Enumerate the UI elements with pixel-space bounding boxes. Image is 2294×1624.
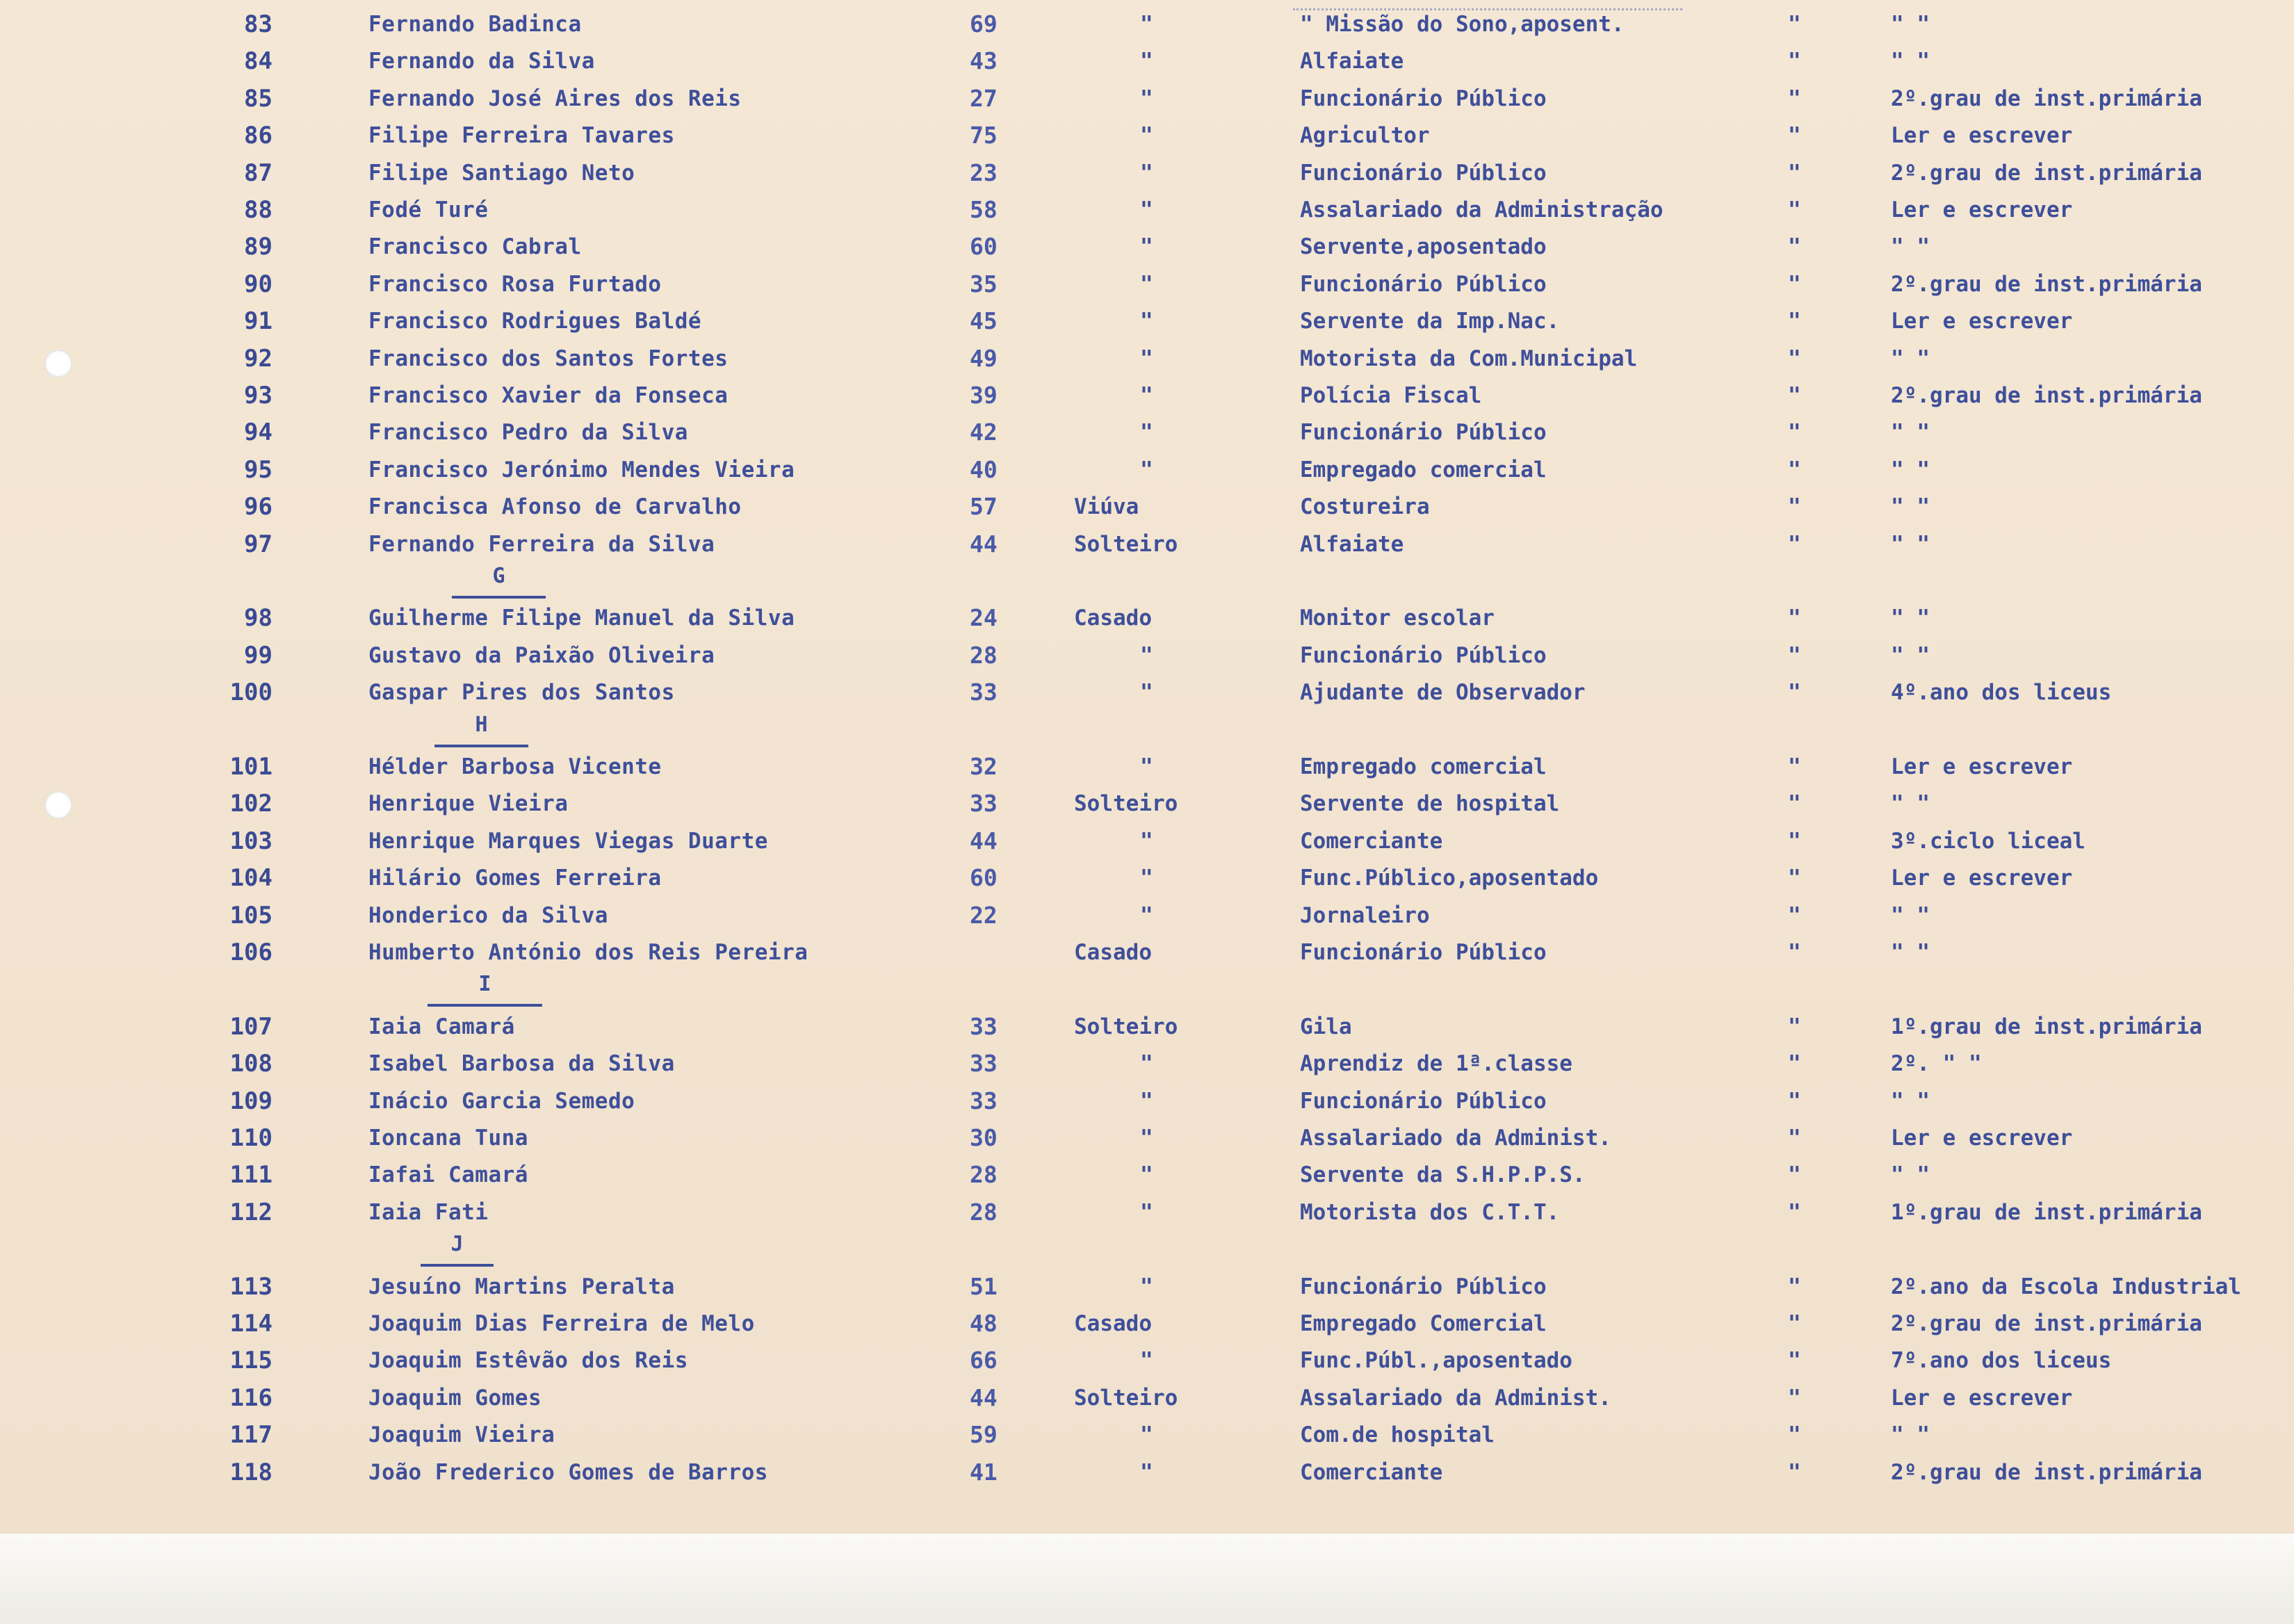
naturality-mark: " — [1788, 532, 1801, 557]
naturality-mark: " — [1788, 903, 1801, 928]
age: 35 — [970, 270, 998, 298]
naturality-mark: " — [1788, 12, 1801, 37]
civil-status: " — [1140, 12, 1153, 37]
profession: Funcionário Público — [1300, 420, 1547, 445]
profession: Func.Públ.,aposentado — [1300, 1348, 1572, 1373]
naturality-mark: " — [1788, 1200, 1801, 1225]
civil-status: " — [1140, 680, 1153, 705]
register-row — [0, 193, 2294, 227]
age: 33 — [970, 790, 998, 817]
entry-number: 107 — [229, 1013, 272, 1041]
age: 57 — [970, 493, 998, 520]
register-row — [0, 1121, 2294, 1155]
education-level: 1º.grau de inst.primária — [1891, 1014, 2202, 1039]
age: 40 — [970, 456, 998, 483]
scan-margin — [0, 1534, 2294, 1624]
naturality-mark: " — [1788, 1162, 1801, 1187]
naturality-mark: " — [1788, 940, 1801, 965]
entry-number: 97 — [244, 530, 272, 558]
education-level: 2º. " " — [1891, 1051, 1982, 1076]
profession: Assalariado da Administração — [1300, 197, 1663, 222]
person-name: Fernando Badinca — [368, 12, 582, 37]
civil-status: " — [1140, 86, 1153, 111]
section-letter: I — [428, 971, 542, 1007]
naturality-mark: " — [1788, 272, 1801, 297]
register-row — [0, 81, 2294, 116]
naturality-mark: " — [1788, 309, 1801, 334]
profession: Servente de hospital — [1300, 791, 1560, 816]
age: 60 — [970, 864, 998, 891]
profession: Monitor escolar — [1300, 606, 1495, 631]
education-level: " " — [1891, 12, 1930, 37]
age: 48 — [970, 1310, 998, 1337]
person-name: Gaspar Pires dos Santos — [368, 680, 675, 705]
education-level: 2º.grau de inst.primária — [1891, 161, 2202, 186]
person-name: Inácio Garcia Semedo — [368, 1089, 635, 1114]
civil-status: " — [1140, 829, 1153, 854]
education-level: 7º.ano dos liceus — [1891, 1348, 2112, 1373]
person-name: Iaia Fati — [368, 1200, 489, 1225]
profession: Aprendiz de 1ª.classe — [1300, 1051, 1572, 1076]
person-name: Francisca Afonso de Carvalho — [368, 494, 742, 519]
naturality-mark: " — [1788, 123, 1801, 148]
register-row — [0, 7, 2294, 42]
civil-status: Viúva — [1074, 494, 1139, 519]
register-row — [0, 675, 2294, 710]
register-row — [0, 1418, 2294, 1452]
naturality-mark: " — [1788, 1311, 1801, 1336]
education-level: Ler e escrever — [1891, 309, 2073, 334]
age: 49 — [970, 345, 998, 372]
register-row — [0, 489, 2294, 524]
age: 75 — [970, 122, 998, 149]
education-level: 2º.grau de inst.primária — [1891, 383, 2202, 408]
civil-status: " — [1140, 123, 1153, 148]
register-row — [0, 786, 2294, 821]
naturality-mark: " — [1788, 791, 1801, 816]
register-row — [0, 1046, 2294, 1081]
entry-number: 114 — [229, 1310, 272, 1338]
person-name: Henrique Vieira — [368, 791, 569, 816]
register-row — [0, 453, 2294, 487]
profession: Servente da S.H.P.P.S. — [1300, 1162, 1586, 1187]
person-name: Francisco Rosa Furtado — [368, 272, 662, 297]
profession: Costureira — [1300, 494, 1430, 519]
profession: Funcionário Público — [1300, 1274, 1547, 1299]
naturality-mark: " — [1788, 234, 1801, 259]
register-row — [0, 898, 2294, 933]
naturality-mark: " — [1788, 383, 1801, 408]
person-name: Joaquim Gomes — [368, 1386, 542, 1411]
naturality-mark: " — [1788, 86, 1801, 111]
age: 39 — [970, 382, 998, 409]
education-level: " " — [1891, 494, 1930, 519]
civil-status: " — [1140, 866, 1153, 891]
education-level: " " — [1891, 457, 1930, 482]
entry-number: 86 — [244, 122, 272, 149]
civil-status: Casado — [1074, 940, 1152, 965]
person-name: Francisco Xavier da Fonseca — [368, 383, 729, 408]
naturality-mark: " — [1788, 1274, 1801, 1299]
entry-number: 88 — [244, 196, 272, 224]
register-row — [0, 1269, 2294, 1304]
person-name: Francisco Cabral — [368, 234, 582, 259]
education-level: " " — [1891, 643, 1930, 668]
age: 33 — [970, 1013, 998, 1040]
age: 28 — [970, 1199, 998, 1226]
register-row — [0, 638, 2294, 673]
register-row — [0, 267, 2294, 302]
age: 30 — [970, 1124, 998, 1151]
education-level: Ler e escrever — [1891, 197, 2073, 222]
entry-number: 110 — [229, 1124, 272, 1152]
entry-number: 84 — [244, 47, 272, 75]
profession: Funcionário Público — [1300, 940, 1547, 965]
naturality-mark: " — [1788, 606, 1801, 631]
person-name: Francisco dos Santos Fortes — [368, 346, 729, 371]
register-row — [0, 935, 2294, 970]
civil-status: " — [1140, 420, 1153, 445]
age: 32 — [970, 753, 998, 780]
profession: Jornaleiro — [1300, 903, 1430, 928]
section-letter: J — [421, 1231, 494, 1267]
entry-number: 112 — [229, 1199, 272, 1226]
section-letter: H — [434, 711, 528, 747]
person-name: Francisco Rodrigues Baldé — [368, 309, 702, 334]
age: 60 — [970, 233, 998, 260]
naturality-mark: " — [1788, 866, 1801, 891]
civil-status: " — [1140, 309, 1153, 334]
civil-status: " — [1140, 1126, 1153, 1151]
profession: Funcionário Público — [1300, 272, 1547, 297]
education-level: " " — [1891, 903, 1930, 928]
person-name: Fernando Ferreira da Silva — [368, 532, 715, 557]
civil-status: " — [1140, 643, 1153, 668]
education-level: " " — [1891, 420, 1930, 445]
entry-number: 94 — [244, 419, 272, 446]
age: 33 — [970, 1087, 998, 1114]
education-level: " " — [1891, 234, 1930, 259]
civil-status: Casado — [1074, 1311, 1152, 1336]
entry-number: 104 — [229, 864, 272, 892]
profession: Comerciante — [1300, 1460, 1443, 1485]
entry-number: 111 — [229, 1161, 272, 1189]
age: 45 — [970, 307, 998, 334]
entry-number: 89 — [244, 233, 272, 261]
profession: Empregado comercial — [1300, 457, 1547, 482]
register-row — [0, 1343, 2294, 1378]
civil-status: Casado — [1074, 606, 1152, 631]
person-name: Honderico da Silva — [368, 903, 608, 928]
person-name: Hilário Gomes Ferreira — [368, 866, 662, 891]
civil-status: " — [1140, 1051, 1153, 1076]
education-level: " " — [1891, 1089, 1930, 1114]
person-name: Filipe Ferreira Tavares — [368, 123, 675, 148]
person-name: Francisco Pedro da Silva — [368, 420, 688, 445]
profession: Agricultor — [1300, 123, 1430, 148]
entry-number: 118 — [229, 1459, 272, 1486]
education-level: 2º.grau de inst.primária — [1891, 1460, 2202, 1485]
register-row — [0, 824, 2294, 859]
age: 42 — [970, 419, 998, 446]
naturality-mark: " — [1788, 1126, 1801, 1151]
entry-number: 109 — [229, 1087, 272, 1115]
education-level: Ler e escrever — [1891, 1126, 2073, 1151]
naturality-mark: " — [1788, 1348, 1801, 1373]
person-name: Fernando José Aires dos Reis — [368, 86, 742, 111]
entry-number: 102 — [229, 790, 272, 818]
civil-status: " — [1140, 754, 1153, 779]
naturality-mark: " — [1788, 457, 1801, 482]
civil-status: " — [1140, 1200, 1153, 1225]
entry-number: 108 — [229, 1050, 272, 1078]
entry-number: 99 — [244, 642, 272, 669]
register-row — [0, 118, 2294, 153]
civil-status: Solteiro — [1074, 791, 1178, 816]
civil-status: Solteiro — [1074, 1014, 1178, 1039]
register-row — [0, 1381, 2294, 1415]
person-name: Francisco Jerónimo Mendes Vieira — [368, 457, 795, 482]
civil-status: " — [1140, 197, 1153, 222]
register-row — [0, 378, 2294, 413]
naturality-mark: " — [1788, 680, 1801, 705]
person-name: Jesuíno Martins Peralta — [368, 1274, 675, 1299]
naturality-mark: " — [1788, 1051, 1801, 1076]
age: 24 — [970, 604, 998, 631]
register-row — [0, 1195, 2294, 1230]
naturality-mark: " — [1788, 49, 1801, 74]
profession: Func.Público,aposentado — [1300, 866, 1599, 891]
profession: Assalariado da Administ. — [1300, 1386, 1611, 1411]
entry-number: 113 — [229, 1273, 272, 1301]
profession: Alfaiate — [1300, 49, 1404, 74]
person-name: Isabel Barbosa da Silva — [368, 1051, 675, 1076]
profession: Motorista da Com.Municipal — [1300, 346, 1638, 371]
civil-status: " — [1140, 1422, 1153, 1447]
entry-number: 116 — [229, 1384, 272, 1412]
education-level: " " — [1891, 791, 1930, 816]
naturality-mark: " — [1788, 829, 1801, 854]
education-level: " " — [1891, 1422, 1930, 1447]
person-name: Fernando da Silva — [368, 49, 595, 74]
education-level: 1º.grau de inst.primária — [1891, 1200, 2202, 1225]
register-row — [0, 229, 2294, 264]
person-name: Fodé Turé — [368, 197, 489, 222]
naturality-mark: " — [1788, 1386, 1801, 1411]
education-level: " " — [1891, 532, 1930, 557]
naturality-mark: " — [1788, 1460, 1801, 1485]
register-row — [0, 341, 2294, 376]
civil-status: " — [1140, 49, 1153, 74]
civil-status: " — [1140, 161, 1153, 186]
education-level: 2º.ano da Escola Industrial — [1891, 1274, 2241, 1299]
civil-status: " — [1140, 346, 1153, 371]
civil-status: " — [1140, 1274, 1153, 1299]
entry-number: 103 — [229, 827, 272, 855]
civil-status: " — [1140, 383, 1153, 408]
register-row — [0, 44, 2294, 79]
age: 44 — [970, 530, 998, 558]
person-name: Iafai Camará — [368, 1162, 528, 1187]
register-row — [0, 156, 2294, 190]
profession: Empregado comercial — [1300, 754, 1547, 779]
civil-status: " — [1140, 272, 1153, 297]
profession: Assalariado da Administ. — [1300, 1126, 1611, 1151]
education-level: " " — [1891, 1162, 1930, 1187]
profession: Empregado Comercial — [1300, 1311, 1547, 1336]
education-level: 4º.ano dos liceus — [1891, 680, 2112, 705]
education-level: " " — [1891, 49, 1930, 74]
age: 43 — [970, 47, 998, 74]
naturality-mark: " — [1788, 197, 1801, 222]
education-level: Ler e escrever — [1891, 866, 2073, 891]
profession: Alfaiate — [1300, 532, 1404, 557]
entry-number: 98 — [244, 604, 272, 632]
profession: Motorista dos C.T.T. — [1300, 1200, 1560, 1225]
profession: Servente da Imp.Nac. — [1300, 309, 1560, 334]
education-level: 2º.grau de inst.primária — [1891, 1311, 2202, 1336]
entry-number: 85 — [244, 85, 272, 113]
register-row — [0, 527, 2294, 562]
register-row — [0, 1009, 2294, 1044]
civil-status: Solteiro — [1074, 532, 1178, 557]
age: 44 — [970, 827, 998, 854]
entry-number: 95 — [244, 456, 272, 484]
person-name: Ioncana Tuna — [368, 1126, 528, 1151]
civil-status: " — [1140, 903, 1153, 928]
entry-number: 115 — [229, 1347, 272, 1374]
age: 51 — [970, 1273, 998, 1300]
naturality-mark: " — [1788, 643, 1801, 668]
register-row — [0, 601, 2294, 635]
profession: Comerciante — [1300, 829, 1443, 854]
person-name: Guilherme Filipe Manuel da Silva — [368, 606, 795, 631]
age: 28 — [970, 1161, 998, 1188]
person-name: Joaquim Estêvão dos Reis — [368, 1348, 688, 1373]
person-name: Iaia Camará — [368, 1014, 515, 1039]
register-row — [0, 861, 2294, 895]
education-level: Ler e escrever — [1891, 754, 2073, 779]
register-row — [0, 304, 2294, 339]
naturality-mark: " — [1788, 754, 1801, 779]
profession: Gila — [1300, 1014, 1352, 1039]
age: 41 — [970, 1459, 998, 1486]
age: 23 — [970, 159, 998, 186]
entry-number: 96 — [244, 493, 272, 521]
civil-status: " — [1140, 1460, 1153, 1485]
age: 44 — [970, 1384, 998, 1411]
naturality-mark: " — [1788, 346, 1801, 371]
person-name: Gustavo da Paixão Oliveira — [368, 643, 715, 668]
entry-number: 90 — [244, 270, 272, 298]
profession: " Missão do Sono,aposent. — [1300, 12, 1625, 37]
age: 69 — [970, 10, 998, 38]
register-row — [0, 749, 2294, 784]
person-name: Joaquim Vieira — [368, 1422, 555, 1447]
register-row — [0, 1158, 2294, 1192]
education-level: " " — [1891, 606, 1930, 631]
civil-status: " — [1140, 1348, 1153, 1373]
profession: Polícia Fiscal — [1300, 383, 1482, 408]
age: 59 — [970, 1421, 998, 1448]
register-row — [0, 1306, 2294, 1341]
person-name: João Frederico Gomes de Barros — [368, 1460, 768, 1485]
profession: Funcionário Público — [1300, 1089, 1547, 1114]
civil-status: " — [1140, 457, 1153, 482]
profession: Funcionário Público — [1300, 161, 1547, 186]
person-name: Humberto António dos Reis Pereira — [368, 940, 808, 965]
naturality-mark: " — [1788, 420, 1801, 445]
naturality-mark: " — [1788, 1089, 1801, 1114]
profession: Com.de hospital — [1300, 1422, 1495, 1447]
entry-number: 92 — [244, 345, 272, 373]
education-level: Ler e escrever — [1891, 123, 2073, 148]
entry-number: 101 — [229, 753, 272, 781]
person-name: Filipe Santiago Neto — [368, 161, 635, 186]
entry-number: 93 — [244, 382, 272, 409]
civil-status: " — [1140, 1089, 1153, 1114]
age: 33 — [970, 679, 998, 706]
entry-number: 100 — [229, 679, 272, 706]
age: 66 — [970, 1347, 998, 1374]
register-row — [0, 1455, 2294, 1490]
education-level: 3º.ciclo liceal — [1891, 829, 2085, 854]
age: 22 — [970, 902, 998, 929]
profession: Servente,aposentado — [1300, 234, 1547, 259]
entry-number: 91 — [244, 307, 272, 335]
naturality-mark: " — [1788, 494, 1801, 519]
section-letter: G — [452, 562, 546, 599]
education-level: 2º.grau de inst.primária — [1891, 272, 2202, 297]
entry-number: 87 — [244, 159, 272, 187]
education-level: " " — [1891, 940, 1930, 965]
education-level: 2º.grau de inst.primária — [1891, 86, 2202, 111]
profession: Funcionário Público — [1300, 86, 1547, 111]
education-level: Ler e escrever — [1891, 1386, 2073, 1411]
profession: Funcionário Público — [1300, 643, 1547, 668]
naturality-mark: " — [1788, 1014, 1801, 1039]
profession: Ajudante de Observador — [1300, 680, 1586, 705]
register-row — [0, 415, 2294, 450]
age: 33 — [970, 1050, 998, 1077]
entry-number: 106 — [229, 939, 272, 966]
age: 58 — [970, 196, 998, 223]
person-name: Henrique Marques Viegas Duarte — [368, 829, 768, 854]
person-name: Hélder Barbosa Vicente — [368, 754, 662, 779]
entry-number: 83 — [244, 10, 272, 38]
entry-number: 105 — [229, 902, 272, 929]
register-row — [0, 1084, 2294, 1119]
age: 28 — [970, 642, 998, 669]
civil-status: " — [1140, 1162, 1153, 1187]
naturality-mark: " — [1788, 1422, 1801, 1447]
person-name: Joaquim Dias Ferreira de Melo — [368, 1311, 755, 1336]
entry-number: 117 — [229, 1421, 272, 1449]
civil-status: Solteiro — [1074, 1386, 1178, 1411]
education-level: " " — [1891, 346, 1930, 371]
civil-status: " — [1140, 234, 1153, 259]
naturality-mark: " — [1788, 161, 1801, 186]
age: 27 — [970, 85, 998, 112]
